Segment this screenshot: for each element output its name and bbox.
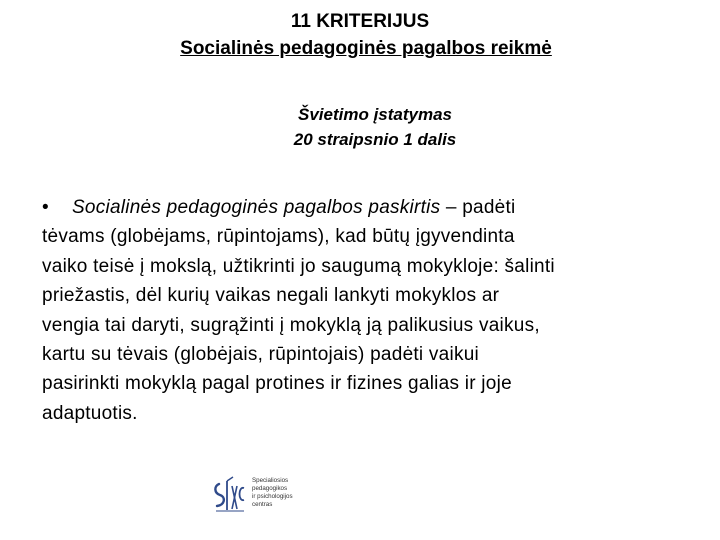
body-paragraph: [42, 193, 682, 428]
slide-title: 11 KRITERIJUS: [290, 11, 430, 32]
paragraph-line-6: kartu su tėvais (globėjais, rūpintojais) padėti vaikui: [42, 344, 479, 366]
emphasized-term: Socialinės pedagoginės pagalbos paskirtis: [72, 197, 441, 218]
organization-logo: [212, 476, 312, 516]
logo-text-line-1: Specialiosios: [252, 477, 289, 484]
logo-text: [252, 477, 293, 509]
slide-subtitle: Socialinės pedagoginės pagalbos reikmė: [180, 38, 552, 59]
law-reference-line-2: 20 straipsnio 1 dalis: [293, 130, 457, 149]
paragraph-line-1: [42, 193, 682, 222]
law-reference-line-1: Švietimo įstatymas: [297, 105, 452, 124]
paragraph-line-1-rest: – padėti: [440, 197, 516, 218]
logo-text-line-3: ir psichologijos: [252, 493, 293, 500]
paragraph-line-7: pasirinkti mokyklą pagal protines ir fizines galias ir joje: [42, 373, 512, 395]
bullet-icon: •: [42, 197, 49, 218]
law-reference: [0, 102, 720, 152]
logo-mark-icon: [212, 476, 246, 516]
paragraph-line-4: priežastis, dėl kurių vaikas negali lankyti mokyklos ar: [42, 285, 500, 307]
paragraph-line-3: vaiko teisė į mokslą, užtikrinti jo saugumą mokykloje: šalinti: [42, 255, 555, 277]
logo-text-line-4: centras: [252, 501, 273, 508]
paragraph-line-2: tėvams (globėjams, rūpintojams), kad būtų įgyvendinta: [42, 226, 515, 248]
paragraph-line-8: adaptuotis.: [42, 402, 138, 424]
logo-text-line-2: pedagogikos: [252, 485, 288, 492]
paragraph-line-5: vengia tai daryti, sugrąžinti į mokyklą ją palikusius vaikus,: [42, 314, 540, 336]
